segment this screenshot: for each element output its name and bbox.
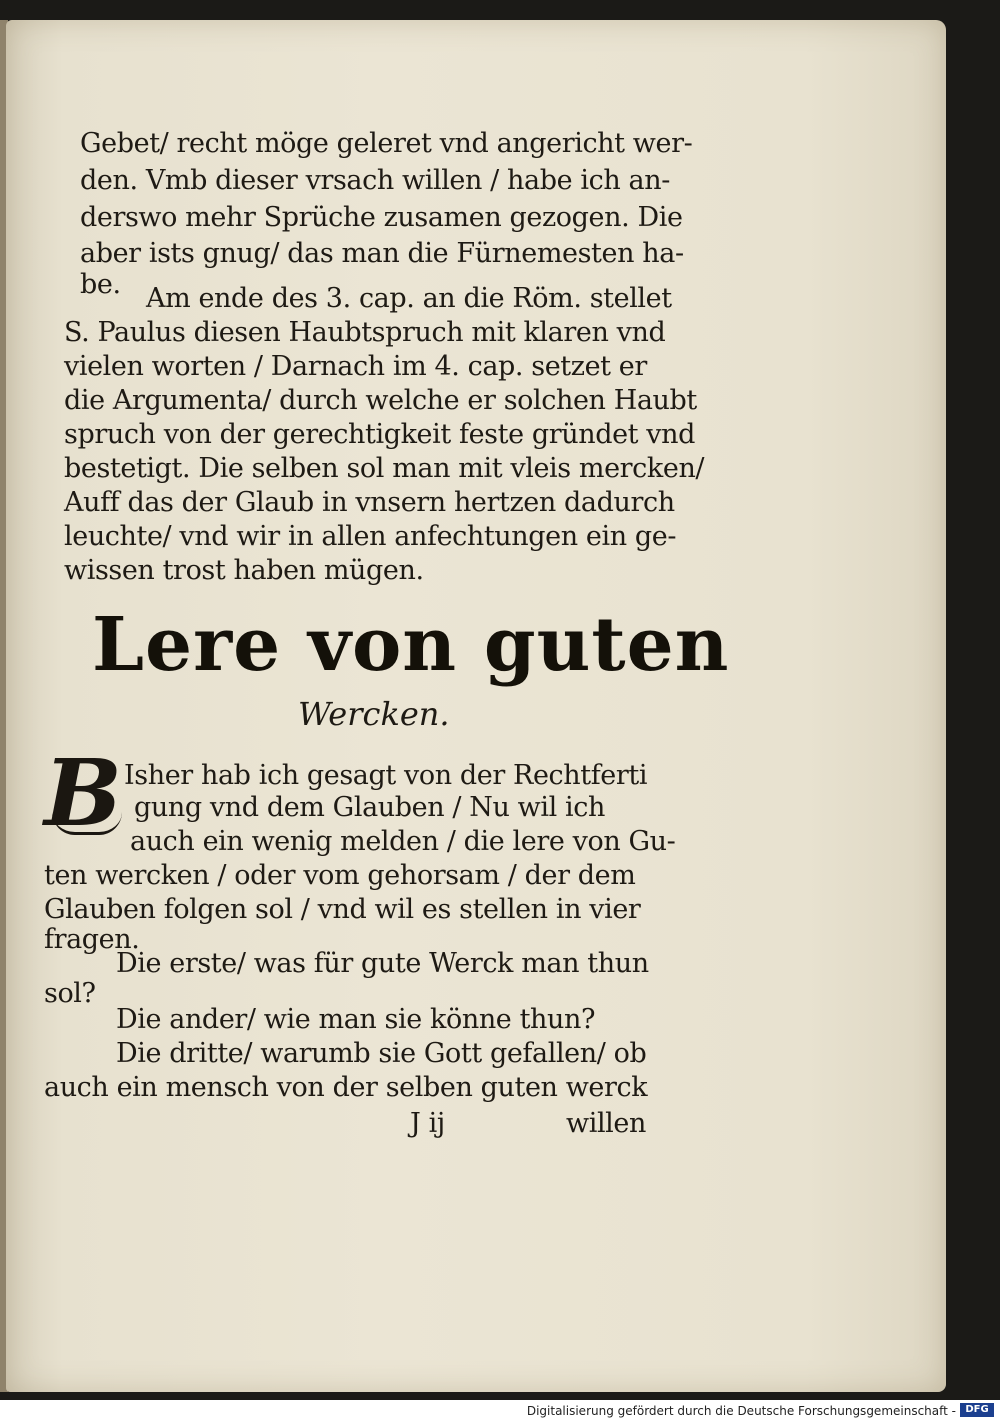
- text-line: Die ander/ wie man sie könne thun?: [116, 1004, 596, 1035]
- text-line: spruch von der gerechtigkeit feste gründet vnd: [64, 419, 696, 450]
- text-line: gung vnd dem Glauben / Nu wil ich: [134, 792, 605, 823]
- text-line: S. Paulus diesen Haubtspruch mit klaren vnd: [64, 317, 666, 348]
- text-line: die Argumenta/ durch welche er solchen Haubt: [64, 385, 697, 416]
- text-line: derswo mehr Sprüche zusamen gezogen. Die: [80, 202, 683, 233]
- text-line: auch ein wenig melden / die lere von Gu-: [130, 826, 676, 857]
- text-line: Am ende des 3. cap. an die Röm. stellet: [146, 283, 672, 314]
- text-line: leuchte/ vnd wir in allen anfechtungen ein ge-: [64, 521, 677, 552]
- text-line: ten wercken / oder vom gehorsam / der dem: [44, 860, 636, 891]
- decorated-initial: B: [44, 739, 122, 847]
- footer-credit: Digitalisierung gefördert durch die Deutsche Forschungsgemeinschaft -: [526, 1404, 956, 1418]
- dfg-logo: DFG: [960, 1403, 994, 1417]
- text-line: auch ein mensch von der selben guten werck: [44, 1072, 648, 1103]
- text-line: Isher hab ich gesagt von der Rechtferti: [124, 760, 648, 791]
- footer-bar: [0, 1400, 1000, 1421]
- text-line: fragen.: [44, 924, 140, 955]
- text-line: be.: [80, 269, 121, 300]
- text-line: den. Vmb dieser vrsach willen / habe ich an-: [80, 165, 670, 196]
- text-line: bestetigt. Die selben sol man mit vleis mercken/: [64, 453, 705, 484]
- signature-mark: J ij: [410, 1108, 445, 1139]
- text-line: aber ists gnug/ das man die Fürnemesten ha-: [80, 238, 684, 269]
- text-line: Auff das der Glaub in vnsern hertzen dadurch: [64, 487, 675, 518]
- section-heading: Lere von guten: [92, 602, 730, 688]
- text-line: vielen worten / Darnach im 4. cap. setzet er: [64, 351, 647, 382]
- section-subheading: Wercken.: [298, 695, 450, 733]
- text-line: wissen trost haben mügen.: [64, 555, 424, 586]
- text-line: Die erste/ was für gute Werck man thun: [116, 948, 649, 979]
- text-line: Die dritte/ warumb sie Gott gefallen/ ob: [116, 1038, 647, 1069]
- text-line: Gebet/ recht möge geleret vnd angericht wer-: [80, 128, 693, 159]
- text-line: Glauben folgen sol / vnd wil es stellen in vier: [44, 894, 641, 925]
- text-line: sol?: [44, 978, 96, 1009]
- catchword: willen: [566, 1108, 646, 1139]
